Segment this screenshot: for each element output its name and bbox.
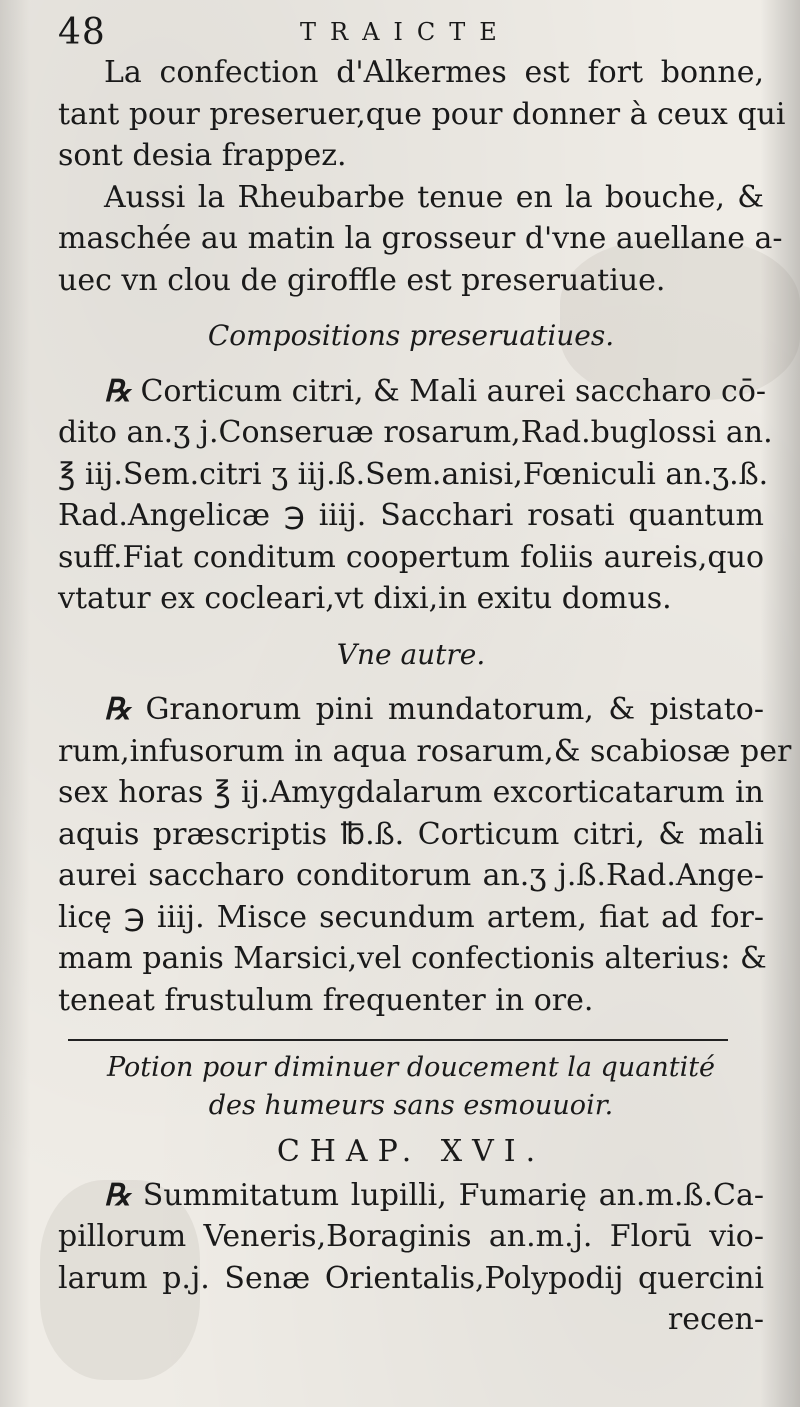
- recipe-line: suff.Fiat conditum coopertum foliis aureis,quo: [58, 539, 764, 575]
- chapter-number: CHAP. XVI.: [276, 1134, 546, 1169]
- text-line: maschée au matin la grosseur d'vne auellane a-: [58, 221, 783, 256]
- recipe-symbol: ℞: [104, 373, 131, 409]
- recipe-line: ℥ iij.Sem.citri ʒ iij.ß.Sem.anisi,Fœniculi an.ʒ.ß.: [58, 456, 769, 492]
- recipe-line: vtatur ex cocleari,vt dixi,in exitu domus.: [58, 581, 672, 616]
- recipe-line: [58, 1175, 764, 1217]
- text-line: La confection d'Alkermes est fort bonne,: [104, 55, 764, 90]
- page-body: [58, 52, 792, 1341]
- running-head: TRAICTE: [300, 18, 511, 46]
- catchword: recen-: [667, 1302, 764, 1337]
- recipe-symbol: ℞: [104, 1177, 131, 1213]
- text-line: uec vn clou de giroffle est preseruatiue.: [58, 262, 666, 298]
- horizontal-rule: [68, 1039, 728, 1041]
- recipe-text: Corticum citri, & Mali aurei saccharo cō-: [140, 373, 767, 409]
- page-header: [0, 12, 800, 52]
- recipe-line: rum,infusorum in aqua rosarum,& scabiosæ per: [58, 733, 792, 769]
- recipe-line: aquis præscriptis ℔.ß. Corticum citri, & mali: [58, 816, 764, 852]
- chapter-title: des humeurs sans esmouuoir.: [208, 1090, 614, 1121]
- recipe-line: mam panis Marsici,vel confectionis alterius: &: [58, 941, 767, 976]
- recipe-text: Granorum pini mundatorum, & pistato-: [145, 692, 764, 727]
- recipe-line: [58, 689, 764, 731]
- recipe-line: Rad.Angelicæ ℈ iiij. Sacchari rosati quantum: [58, 498, 764, 533]
- recipe-line: licę ℈ iiij. Misce secundum artem, fiat ad for-: [58, 899, 764, 935]
- page-number: 48: [58, 12, 106, 53]
- recipe-text: Summitatum lupilli, Fumarię an.m.ß.Ca-: [142, 1177, 764, 1213]
- text-line: tant pour preseruer,que pour donner à ceux qui: [58, 96, 786, 132]
- recipe-line: sex horas ℥ ij.Amygdalarum excorticatarum in: [58, 775, 764, 810]
- recipe-symbol: ℞: [104, 692, 131, 727]
- recipe-line: aurei saccharo conditorum an.ʒ j.ß.Rad.Ange-: [58, 858, 764, 893]
- text-line: Aussi la Rheubarbe tenue en la bouche, &: [104, 179, 764, 215]
- recipe-line: pillorum Veneris,Boraginis an.m.j. Florū vio-: [58, 1219, 764, 1254]
- recipe-line: larum p.j. Senæ Orientalis,Polypodij quercini: [58, 1260, 764, 1296]
- section-heading: Vne autre.: [336, 637, 486, 671]
- text-line: sont desia frappez.: [58, 138, 347, 173]
- recipe-line: teneat frustulum frequenter in ore.: [58, 982, 594, 1018]
- recipe-line: dito an.ʒ j.Conseruæ rosarum,Rad.buglossi an.: [58, 415, 773, 450]
- chapter-title: Potion pour diminuer doucement la quantité: [106, 1052, 716, 1083]
- section-heading: Compositions preseruatiues.: [207, 319, 615, 352]
- recipe-line: [58, 371, 767, 413]
